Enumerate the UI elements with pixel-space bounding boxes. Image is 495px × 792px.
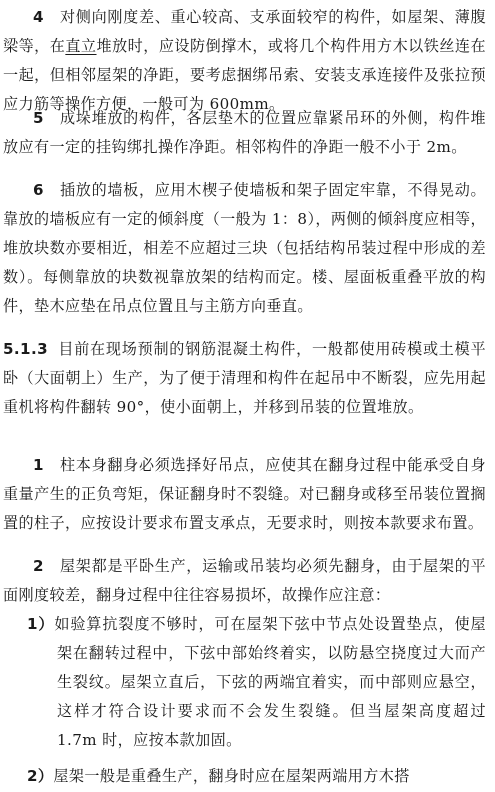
item-number: 5 [33, 109, 44, 127]
item-6 [3, 176, 486, 321]
sub-sub-item-1 [27, 610, 486, 755]
item-text-underlined: 直立 [65, 37, 97, 55]
item-number: 2 [33, 557, 44, 575]
item-text: 柱本身翻身必须选择好吊点，应使其在翻身过程中能承受自身重量产生的正负弯矩，保证翻身时不裂缝。对已翻身或移至吊装位置搁置的柱子，应按设计要求布置支承点，无要求时，则按本款要求布置。 [3, 456, 486, 532]
item-text: 插放的墙板，应用木楔子使墙板和架子固定牢靠，不得晃动。靠放的墙板应有一定的倾斜度（一般为 1：8），两侧的倾斜度应相等，堆放块数亦要相近，相差不应超过三块（包括结构吊装过程中形成的差数）。每侧靠放的块数视靠放架的结构而定。楼、屋面板重叠平放的构件，垫木应垫在吊点位置且与主筋方向垂直。 [3, 181, 486, 315]
item-number: 4 [33, 8, 44, 26]
item-text: 如验算抗裂度不够时，可在屋架下弦中节点处设置垫点，使屋架在翻转过程中，下弦中部始终着实，以防悬空挠度过大而产生裂纹。屋架立直后，下弦的两端宜着实，而中部则应悬空，这样才符合设计要求而不会发生裂缝。但当屋架高度超过 1.7m 时，应按本款加固。 [54, 615, 486, 749]
item-text: 对侧向刚度差、重心较高、支承面较窄的构件，如屋架、薄腹梁等，在 [3, 8, 486, 55]
item-5 [3, 104, 486, 162]
item-number: 1 [33, 456, 44, 474]
item-number: 1） [27, 615, 55, 633]
sub-item-1 [3, 451, 486, 538]
sub-item-2 [3, 552, 486, 610]
item-text: 屋架一般是重叠生产，翻身时应在屋架两端用方木搭 [53, 767, 410, 785]
sub-sub-item-2 [27, 762, 486, 791]
item-text: 堆放时，应设防倒撑木，或将几个构件用方木以铁丝连在一起，但相邻屋架的净距，要考虑捆绑吊索、安装支承连接件及张拉预应力筋等操作方便，一般可为 600mm。 [3, 37, 486, 113]
item-text: 屋架都是平卧生产，运输或吊装均必须先翻身，由于屋架的平面刚度较差，翻身过程中往往容易损坏，故操作应注意： [3, 557, 486, 604]
section-5-1-3 [3, 335, 486, 422]
section-text: 目前在现场预制的钢筋混凝土构件，一般都使用砖模或土模平卧（大面朝上）生产，为了便于清理和构件在起吊中不断裂，应先用起重机将构件翻转 90°，使小面朝上，并移到吊装的位置堆放。 [3, 340, 486, 416]
item-number: 2） [27, 767, 54, 785]
item-number: 6 [33, 181, 44, 199]
section-number: 5.1.3 [3, 340, 48, 358]
item-4 [3, 3, 486, 119]
item-text: 成垛堆放的构件，各层垫木的位置应靠紧吊环的外侧，构件堆放应有一定的挂钩绑扎操作净距。相邻构件的净距一般不小于 2m。 [3, 109, 486, 156]
